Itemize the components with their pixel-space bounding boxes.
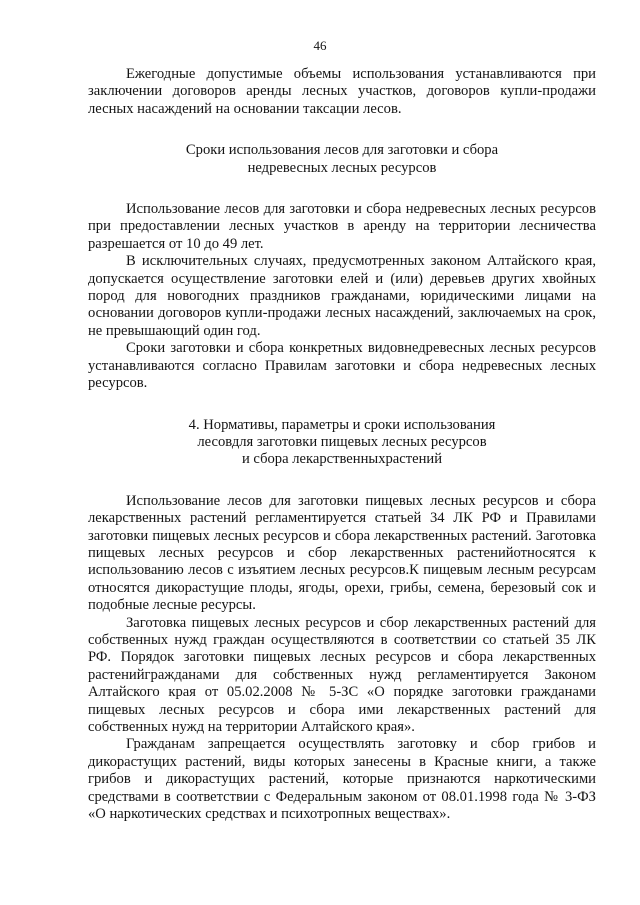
heading-line: 4. Нормативы, параметры и сроки использования [188, 416, 496, 433]
nontimber-paragraph: Сроки заготовки и сбора конкретных видовнедревесных лесных ресурсов устанавливаются согласно Правилам заготовки и сбора недревесных лесных ресурсов. [88, 340, 596, 392]
nontimber-paragraph: Использование лесов для заготовки и сбора недревесных лесных ресурсов при предоставлении лесных участков в аренду на территории лесничества разрешается от 10 до 49 лет. [88, 201, 596, 252]
page-number: 46 [313, 38, 327, 53]
section-heading-nontimber [88, 142, 596, 177]
section-heading-food [88, 417, 596, 469]
heading-line: лесовдля заготовки пищевых лесных ресурсов [197, 433, 487, 450]
food-paragraph: Использование лесов для заготовки пищевых лесных ресурсов и сбора лекарственных растений регламентируется статьей 34 ЛК РФ и Правилами заготовки пищевых лесных ресурсов и сбора лекарственных растений. Заготовка пищевых лесных ресурсов и сбор лекарственных растенийотносятся к использованию лесов с изъятием лесных ресурсов.К пищевым лесным ресурсам относятся дикорастущие плоды, ягоды, орехи, грибы, семена, березовый сок и подобные лесные ресурсы. [88, 492, 596, 614]
heading-line: и сбора лекарственныхрастений [241, 451, 443, 468]
intro-paragraph: Ежегодные допустимые объемы использования устанавливаются при заключении договоров аренды лесных участков, договоров купли-продажи лесных насаждений на основании таксации лесов. [88, 66, 596, 117]
document-body [88, 66, 596, 823]
heading-line: Сроки использования лесов для заготовки и сбора [185, 142, 499, 159]
food-paragraph: Заготовка пищевых лесных ресурсов и сбор лекарственных растений для собственных нужд граждан осуществляются в соответствии со статьей 35 ЛК РФ. Порядок заготовки пищевых лесных ресурсов и сбора лекарственных растенийгражданами для собственных нужд регламентируется Законом Алтайского края от 05.02.2008 № 5-ЗС «О порядке заготовки гражданами пищевых лесных ресурсов и сбора ими лекарственных растений для собственных нужд на территории Алтайского края». [88, 614, 596, 735]
food-paragraph: Гражданам запрещается осуществлять заготовку и сбор грибов и дикорастущих растений, виды которых занесены в Красные книги, а также грибов и дикорастущих растений, которые признаются наркотическими средствами в соответствии с Федеральным законом от 08.01.1998 года № 3-ФЗ «О наркотических средствах и психотропных веществах». [88, 736, 596, 823]
heading-line: недревесных лесных ресурсов [247, 159, 437, 176]
nontimber-paragraph: В исключительных случаях, предусмотренных законом Алтайского края, допускается осуществление заготовки елей и (или) деревьев других хвойных пород для новогодних праздников гражданами, юридическими лицами на основании договоров купли-продажи лесных насаждений, заключаемых на срок, не превышающий один год. [88, 253, 596, 339]
